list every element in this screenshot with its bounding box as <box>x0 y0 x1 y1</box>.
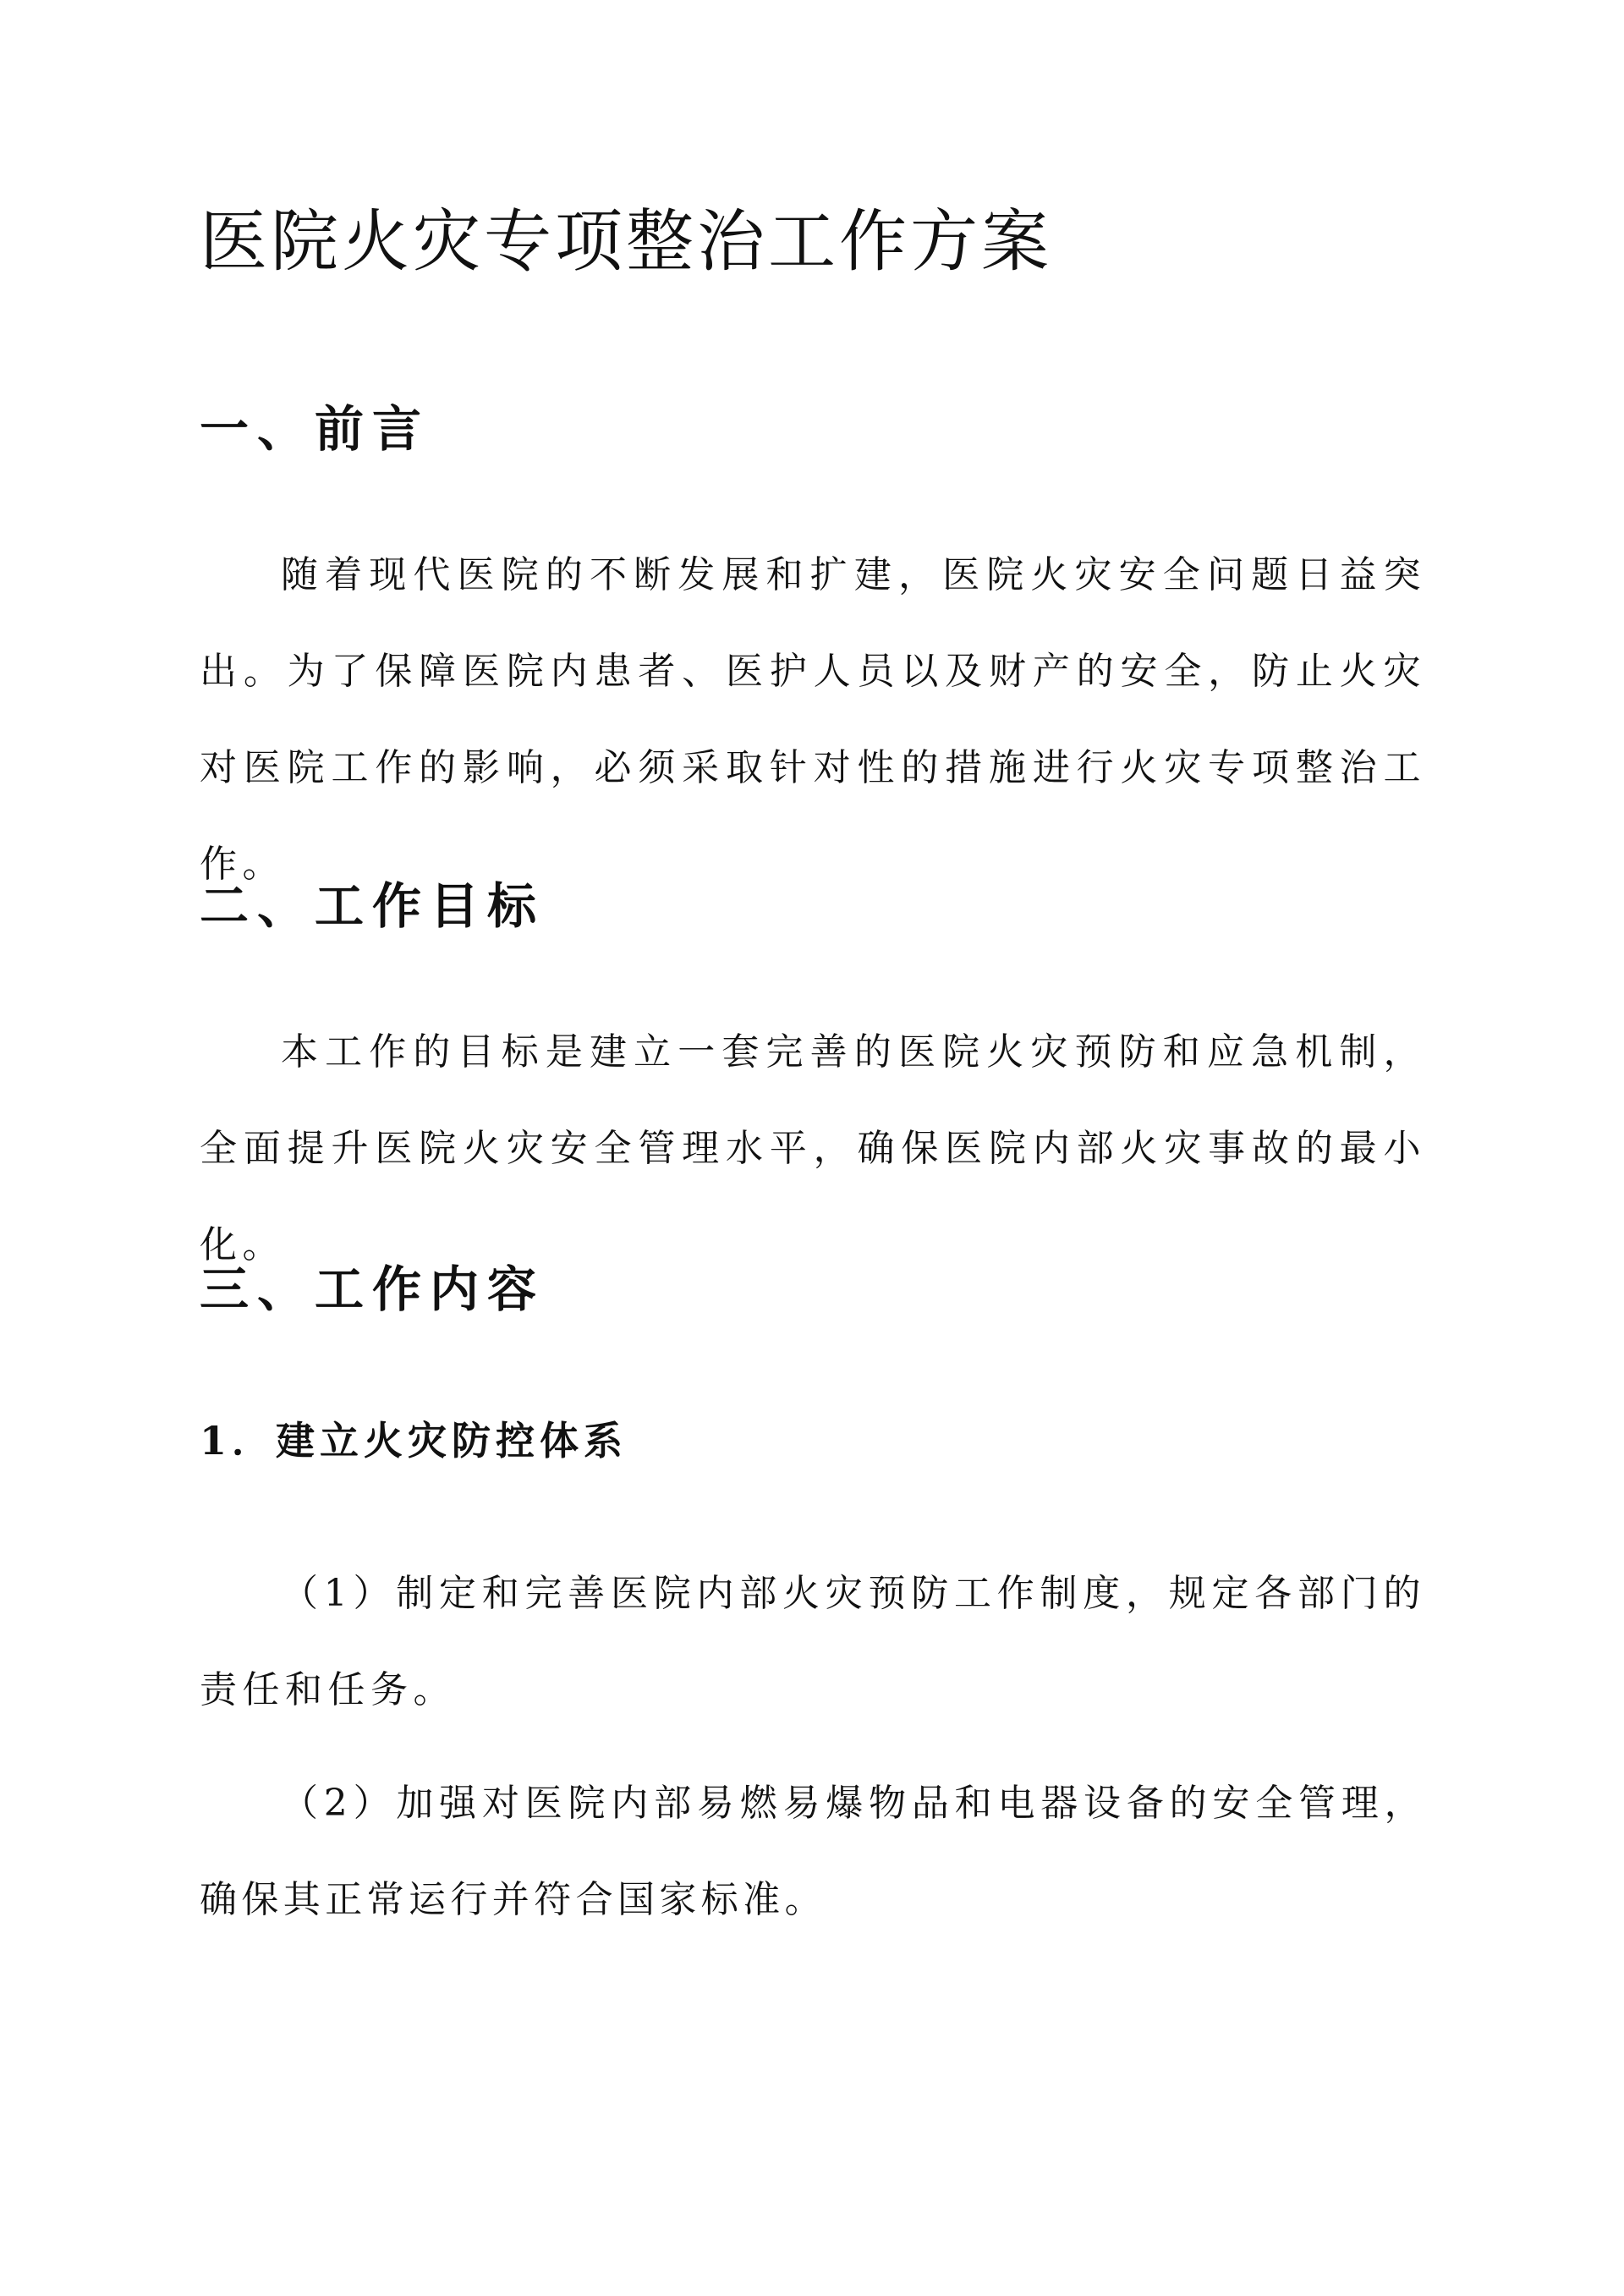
subsection-heading-fire-prevention-system: 1．建立火灾防控体系 <box>200 1418 628 1464</box>
content-item-1: （1）制定和完善医院内部火灾预防工作制度，规定各部门的责任和任务。 <box>200 1572 1426 1711</box>
section-heading-preface: 一、前言 <box>200 400 431 458</box>
preface-paragraph: 随着现代医院的不断发展和扩建，医院火灾安全问题日益突出。为了保障医院内患者、医护人员以及财产的安全，防止火灾对医院工作的影响，必须采取针对性的措施进行火灾专项整治工作。 <box>200 553 1426 886</box>
goals-paragraph: 本工作的目标是建立一套完善的医院火灾预防和应急机制，全面提升医院火灾安全管理水平，确保医院内部火灾事故的最小化。 <box>200 1030 1426 1266</box>
content-item-2: （2）加强对医院内部易燃易爆物品和电器设备的安全管理，确保其正常运行并符合国家标准。 <box>200 1782 1426 1921</box>
section-heading-content: 三、工作内容 <box>200 1261 546 1318</box>
section-heading-goals: 二、工作目标 <box>200 877 546 935</box>
document-title: 医院火灾专项整治工作方案 <box>200 202 1052 281</box>
